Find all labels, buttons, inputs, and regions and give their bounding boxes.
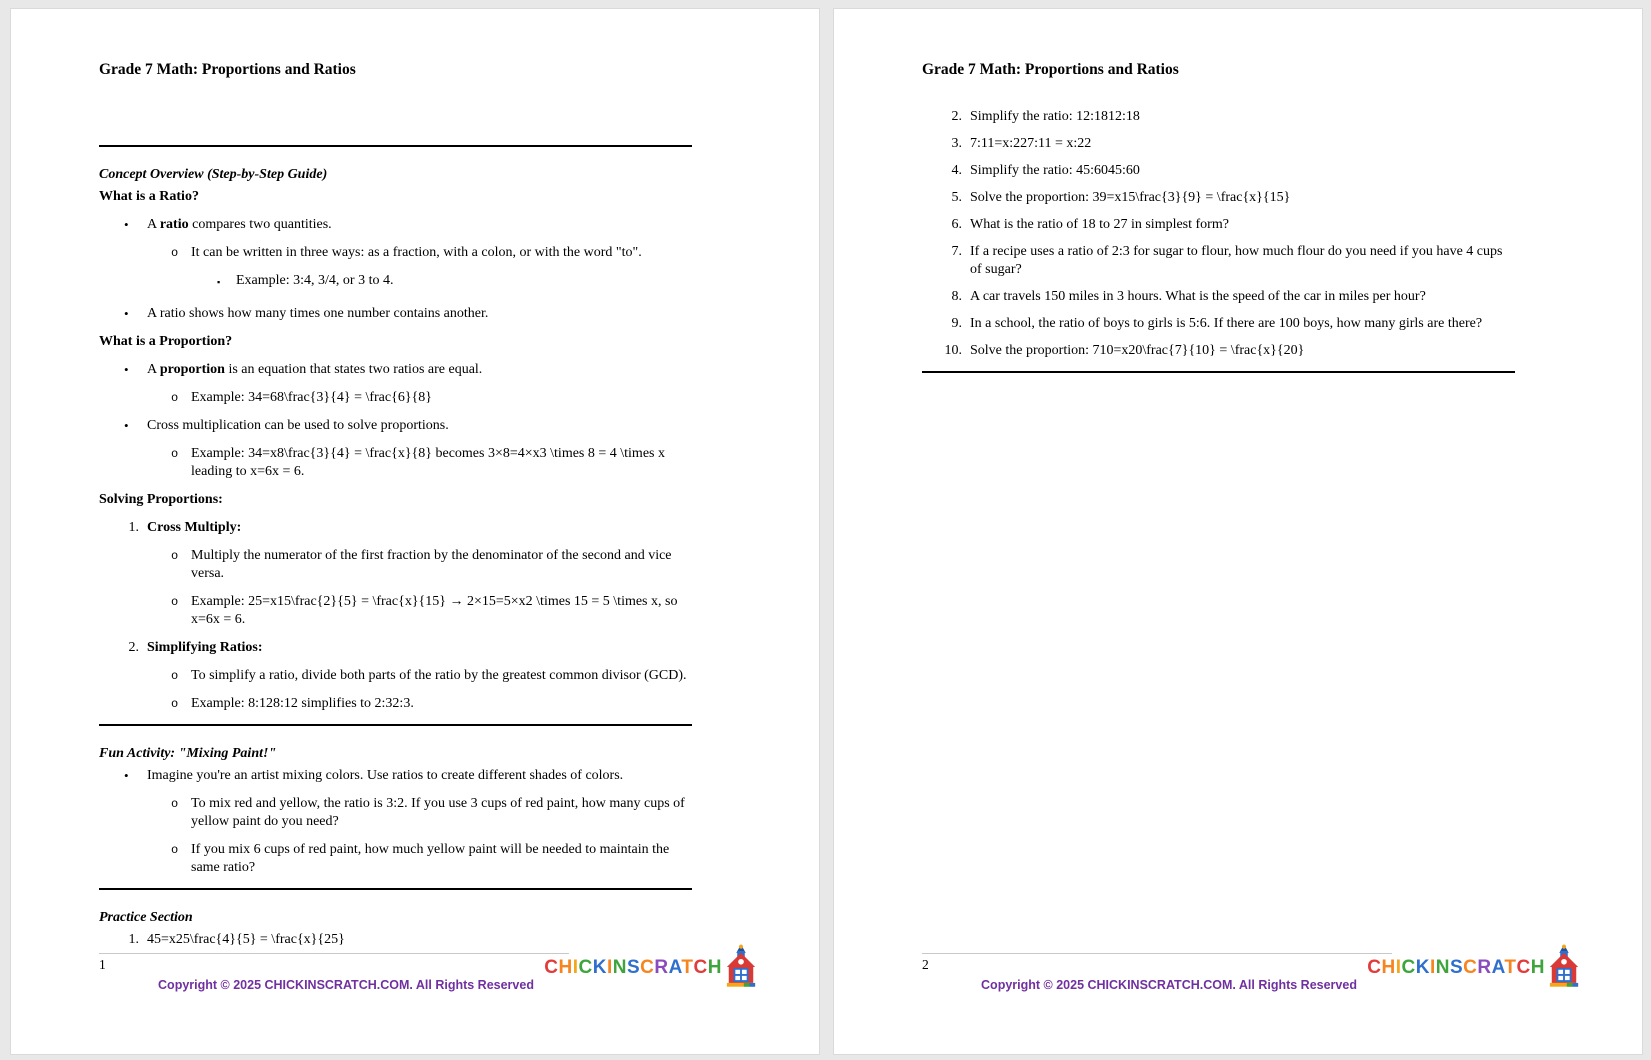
logo-letter: K	[592, 957, 607, 978]
list-marker: 2.	[128, 640, 139, 655]
logo-letter: C	[1516, 957, 1531, 978]
list-item	[99, 767, 692, 785]
chickinscratch-logo-text	[1367, 957, 1545, 979]
list-item	[99, 305, 692, 323]
list-marker: o	[171, 447, 179, 461]
section-heading: Practice Section	[99, 910, 193, 925]
logo-letter: C	[578, 957, 593, 978]
section-heading: What is a Proportion?	[99, 334, 233, 349]
logo-letter: R	[654, 957, 669, 978]
chickinscratch-logo	[544, 945, 757, 991]
section-heading: Fun Activity: "Mixing Paint!"	[99, 746, 277, 761]
list-text: Cross multiplication can be used to solve proportions.	[147, 418, 449, 433]
list-marker: 7.	[951, 244, 962, 259]
logo-letter: C	[1367, 957, 1382, 978]
list-marker: 1.	[128, 932, 139, 947]
logo-letter: C	[544, 957, 559, 978]
list-marker: •	[124, 418, 129, 433]
list-marker: 9.	[951, 316, 962, 331]
list-marker: 1.	[128, 520, 139, 535]
list-item	[922, 135, 1515, 153]
list-text: A ratio shows how many times one number contains another.	[147, 306, 489, 321]
list-item	[922, 108, 1515, 126]
chickinscratch-logo	[1367, 945, 1580, 991]
list-text: What is the ratio of 18 to 27 in simplest form?	[970, 217, 1229, 232]
list-item	[99, 695, 692, 713]
logo-letter: S	[626, 957, 641, 978]
list-marker: o	[171, 391, 179, 405]
section-heading: Solving Proportions:	[99, 492, 223, 507]
list-item	[922, 162, 1515, 180]
logo-letter: I	[606, 957, 613, 978]
list-text: Example: 3:4, 3/4, or 3 to 4.	[236, 273, 394, 288]
list-item	[922, 243, 1515, 279]
logo-letter: C	[1463, 957, 1478, 978]
list-marker: ▪	[217, 277, 221, 287]
page-number: 2	[922, 957, 929, 972]
list-item	[99, 417, 692, 435]
list-text: Simplify the ratio: 45:6045:60	[970, 163, 1140, 178]
list-text: Simplify the ratio: 12:1812:18	[970, 109, 1140, 124]
list-marker: o	[171, 697, 179, 711]
list-text: Example: 25=x15\frac{2}{5} = \frac{x}{15} → 2×15=5×x2 \times 15 = 5 \times x, so x=6x = 6.	[191, 594, 678, 627]
list-marker: o	[171, 669, 179, 683]
page-1	[10, 8, 820, 1055]
logo-letter: C	[640, 957, 655, 978]
logo-letter: S	[1449, 957, 1464, 978]
list-item	[99, 244, 692, 262]
copyright-text: Copyright © 2025 CHICKINSCRATCH.COM. All Rights Reserved	[981, 978, 1357, 992]
list-text: A car travels 150 miles in 3 hours. What is the speed of the car in miles per hour?	[970, 289, 1426, 304]
list-marker: o	[171, 843, 179, 857]
list-item	[922, 315, 1515, 333]
list-marker: •	[124, 362, 129, 377]
list-marker: o	[171, 595, 179, 609]
list-text: A ratio compares two quantities.	[147, 217, 332, 232]
list-text: Example: 34=68\frac{3}{4} = \frac{6}{8}	[191, 390, 432, 405]
list-item	[99, 639, 692, 657]
list-marker: 8.	[951, 289, 962, 304]
section-divider	[99, 888, 692, 890]
list-marker: 4.	[951, 163, 962, 178]
list-marker: 6.	[951, 217, 962, 232]
page-2	[833, 8, 1643, 1055]
logo-letter: K	[1415, 957, 1430, 978]
list-marker: o	[171, 549, 179, 563]
list-text: Cross Multiply:	[147, 520, 242, 535]
list-item	[99, 519, 692, 537]
logo-letter: T	[1504, 957, 1517, 978]
logo-letter: I	[1429, 957, 1436, 978]
section-divider	[99, 724, 692, 726]
logo-letter: H	[1381, 957, 1396, 978]
list-text: Solve the proportion: 39=x15\frac{3}{9} = \frac{x}{15}	[970, 190, 1291, 205]
list-text: If you mix 6 cups of red paint, how much yellow paint will be needed to maintain the same ratio?	[191, 842, 670, 875]
list-text: Example: 34=x8\frac{3}{4} = \frac{x}{8} becomes 3×8=4×x3 \times 8 = 4 \times x leading to x=6x = 6.	[191, 446, 665, 479]
list-item	[99, 593, 692, 629]
list-marker: 5.	[951, 190, 962, 205]
list-text: 7:11=x:227:11 = x:22	[970, 136, 1092, 151]
chickinscratch-logo-text	[544, 957, 722, 979]
schoolhouse-icon	[1548, 944, 1580, 988]
list-marker: •	[124, 768, 129, 783]
list-item	[922, 342, 1515, 360]
section-heading: What is a Ratio?	[99, 189, 199, 204]
list-item	[99, 361, 692, 379]
list-text: Example: 8:128:12 simplifies to 2:32:3.	[191, 696, 414, 711]
logo-letter: H	[558, 957, 573, 978]
list-text: Imagine you're an artist mixing colors. Use ratios to create different shades of colors.	[147, 768, 624, 783]
logo-letter: C	[1401, 957, 1416, 978]
list-marker: •	[124, 217, 129, 232]
document-title: Grade 7 Math: Proportions and Ratios	[99, 61, 356, 78]
logo-letter: I	[572, 957, 579, 978]
list-marker: •	[124, 306, 129, 321]
list-text: In a school, the ratio of boys to girls is 5:6. If there are 100 boys, how many girls are there?	[970, 316, 1483, 331]
logo-letter: H	[1530, 957, 1545, 978]
list-text: It can be written in three ways: as a fraction, with a colon, or with the word "to".	[191, 245, 642, 260]
list-marker: 3.	[951, 136, 962, 151]
list-item	[99, 547, 692, 583]
list-item	[99, 272, 692, 290]
section-divider	[922, 371, 1515, 373]
schoolhouse-icon	[725, 944, 757, 988]
list-item	[99, 795, 692, 831]
list-item	[99, 841, 692, 877]
list-item	[922, 216, 1515, 234]
logo-letter: I	[1395, 957, 1402, 978]
list-item	[99, 389, 692, 407]
logo-letter: N	[612, 957, 627, 978]
list-item	[99, 667, 692, 685]
list-text: 45=x25\frac{4}{5} = \frac{x}{25}	[147, 932, 345, 947]
logo-letter: H	[707, 957, 722, 978]
section-divider	[99, 145, 692, 147]
list-item	[99, 216, 692, 234]
page-2-content	[834, 9, 1642, 392]
footer-rule	[922, 953, 1392, 954]
section-heading: Concept Overview (Step-by-Step Guide)	[99, 167, 328, 182]
list-text: To mix red and yellow, the ratio is 3:2. If you use 3 cups of red paint, how many cups of yellow paint do you need?	[191, 796, 685, 829]
list-item	[922, 288, 1515, 306]
logo-letter: A	[668, 957, 682, 978]
logo-letter: N	[1435, 957, 1450, 978]
list-text: If a recipe uses a ratio of 2:3 for sugar to flour, how much flour do you need if you have 4 cups of sugar?	[970, 244, 1503, 277]
list-text: Solve the proportion: 710=x20\frac{7}{10} = \frac{x}{20}	[970, 343, 1305, 358]
logo-letter: T	[681, 957, 694, 978]
list-item	[922, 189, 1515, 207]
list-item	[99, 445, 692, 481]
document-title: Grade 7 Math: Proportions and Ratios	[922, 61, 1179, 78]
list-text: To simplify a ratio, divide both parts of the ratio by the greatest common divisor (GCD).	[191, 668, 687, 683]
list-marker: 10.	[944, 343, 962, 358]
list-text: A proportion is an equation that states two ratios are equal.	[147, 362, 483, 377]
logo-letter: C	[693, 957, 708, 978]
footer-rule	[99, 953, 569, 954]
logo-letter: R	[1477, 957, 1492, 978]
page-1-content	[11, 9, 819, 959]
list-marker: o	[171, 797, 179, 811]
copyright-text: Copyright © 2025 CHICKINSCRATCH.COM. All Rights Reserved	[158, 978, 534, 992]
page-number: 1	[99, 957, 106, 972]
list-text: Multiply the numerator of the first fraction by the denominator of the second and vice versa.	[191, 548, 672, 581]
logo-letter: A	[1491, 957, 1505, 978]
list-marker: 2.	[951, 109, 962, 124]
list-marker: o	[171, 246, 179, 260]
list-text: Simplifying Ratios:	[147, 640, 263, 655]
